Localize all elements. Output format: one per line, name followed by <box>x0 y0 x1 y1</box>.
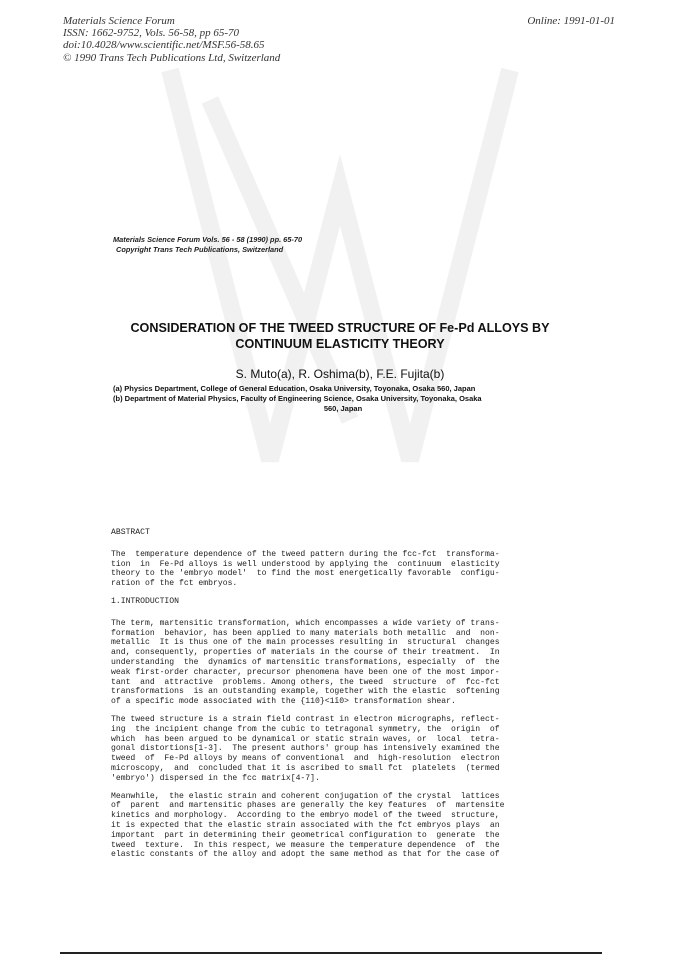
watermark-graphic <box>150 40 530 500</box>
text-line: important part in determining their geometrical configuration to generate the <box>111 830 500 840</box>
text-line: formation behavior, has been applied to many materials both metallic and non- <box>111 628 500 638</box>
text-line: tion in Fe-Pd alloys is well understood by applying the continuum elasticity <box>111 559 500 569</box>
introduction-paragraph-2 <box>111 715 571 784</box>
text-line: which has been argued to be dynamical or static strain waves, or local tetra- <box>111 734 500 744</box>
text-line: The tweed structure is a strain field contrast in electron micrographs, reflect- <box>111 714 500 724</box>
journal-copyright-line: Copyright Trans Tech Publications, Switzerland <box>116 244 284 254</box>
text-line: microscopy, and concluded that it is ascribed to small fct platelets (termed <box>111 763 500 773</box>
introduction-paragraph-3 <box>111 792 571 861</box>
text-line: ing the incipient change from the cubic to tetragonal symmetry, the origin of <box>111 724 500 734</box>
text-line: and, consequently, properties of materials in the course of their treatment. In <box>111 648 500 658</box>
introduction-heading: 1.INTRODUCTION <box>111 596 179 606</box>
text-line: ration of the fct embryos. <box>111 579 238 589</box>
text-line: theory to the 'embryo model' to find the most energetically favorable configu- <box>111 569 500 579</box>
text-line: tweed texture. In this respect, we measure the temperature dependence of the <box>111 840 500 850</box>
author-list: S. Muto(a), R. Oshima(b), F.E. Fujita(b) <box>235 367 445 381</box>
affiliation-a: (a) Physics Department, College of General Education, Osaka University, Toyonaka, Osaka 560, Japan <box>113 384 476 393</box>
title-line-2: CONTINUUM ELASTICITY THEORY <box>235 336 445 351</box>
text-line: kinetics and morphology. According to the embryo model of the tweed structure, <box>111 811 500 821</box>
text-line: transformations is an outstanding example, together with the elastic softening <box>111 687 500 697</box>
online-date-text: Online: 1991-01-01 <box>527 15 615 27</box>
text-line: weak first-order character, precursor phenomena have been one of the most impor- <box>111 667 500 677</box>
text-line: gonal distortions[1-3]. The present authors' group has intensively examined the <box>111 744 500 754</box>
affiliation-b-continued: 560, Japan <box>323 404 363 413</box>
text-line: metallic It is thus one of the main processes resulting in structural changes <box>111 638 500 648</box>
text-line: understanding the dynamics of martensitic transformations, especially of the <box>111 657 500 667</box>
abstract-paragraph <box>111 550 571 589</box>
publication-header <box>63 15 280 64</box>
paper-body <box>111 528 571 868</box>
header-journal-name: Materials Science Forum <box>63 15 175 27</box>
paper-title <box>100 321 580 352</box>
abstract-heading: ABSTRACT <box>111 528 150 537</box>
text-line: The term, martensitic transformation, which encompasses a wide variety of trans- <box>111 618 500 628</box>
header-issn: ISSN: 1662-9752, Vols. 56-58, pp 65-70 <box>63 27 239 40</box>
affiliation-b: (b) Department of Material Physics, Faculty of Engineering Science, Osaka University, Toyonaka, Osaka <box>113 394 482 403</box>
text-line: elastic constants of the alloy and adopt the same method as that for the case of <box>111 850 500 860</box>
bottom-rule <box>60 952 602 954</box>
text-line: Meanwhile, the elastic strain and coherent conjugation of the crystal lattices <box>111 791 500 801</box>
text-line: 'embryo') dispersed in the fcc matrix[4-7]. <box>111 773 320 783</box>
text-line: tant and attractive problems. Among others, the tweed structure of fcc-fct <box>111 677 500 687</box>
header-copyright: © 1990 Trans Tech Publications Ltd, Switzerland <box>63 51 281 64</box>
journal-volume-line: Materials Science Forum Vols. 56 - 58 (1990) pp. 65-70 <box>113 235 303 244</box>
header-doi: doi:10.4028/www.scientific.net/MSF.56-58.65 <box>63 39 265 52</box>
affiliations <box>113 384 573 414</box>
journal-citation <box>113 235 302 254</box>
introduction-paragraph-1 <box>111 619 571 707</box>
text-line: it is expected that the elastic strain associated with the fct embryos plays an <box>111 820 500 830</box>
text-line: of a specific mode associated with the {110}<1ī0> transformation shear. <box>111 697 456 707</box>
text-line: The temperature dependence of the tweed pattern during the fcc-fct transforma- <box>111 549 500 559</box>
text-line: tweed of Fe-Pd alloys by means of conventional and high-resolution electron <box>111 754 500 764</box>
title-line-1: CONSIDERATION OF THE TWEED STRUCTURE OF Fe-Pd ALLOYS BY <box>130 321 550 335</box>
text-line: of parent and martensitic phases are generally the key features of martensite <box>111 801 505 811</box>
online-date <box>527 15 615 27</box>
